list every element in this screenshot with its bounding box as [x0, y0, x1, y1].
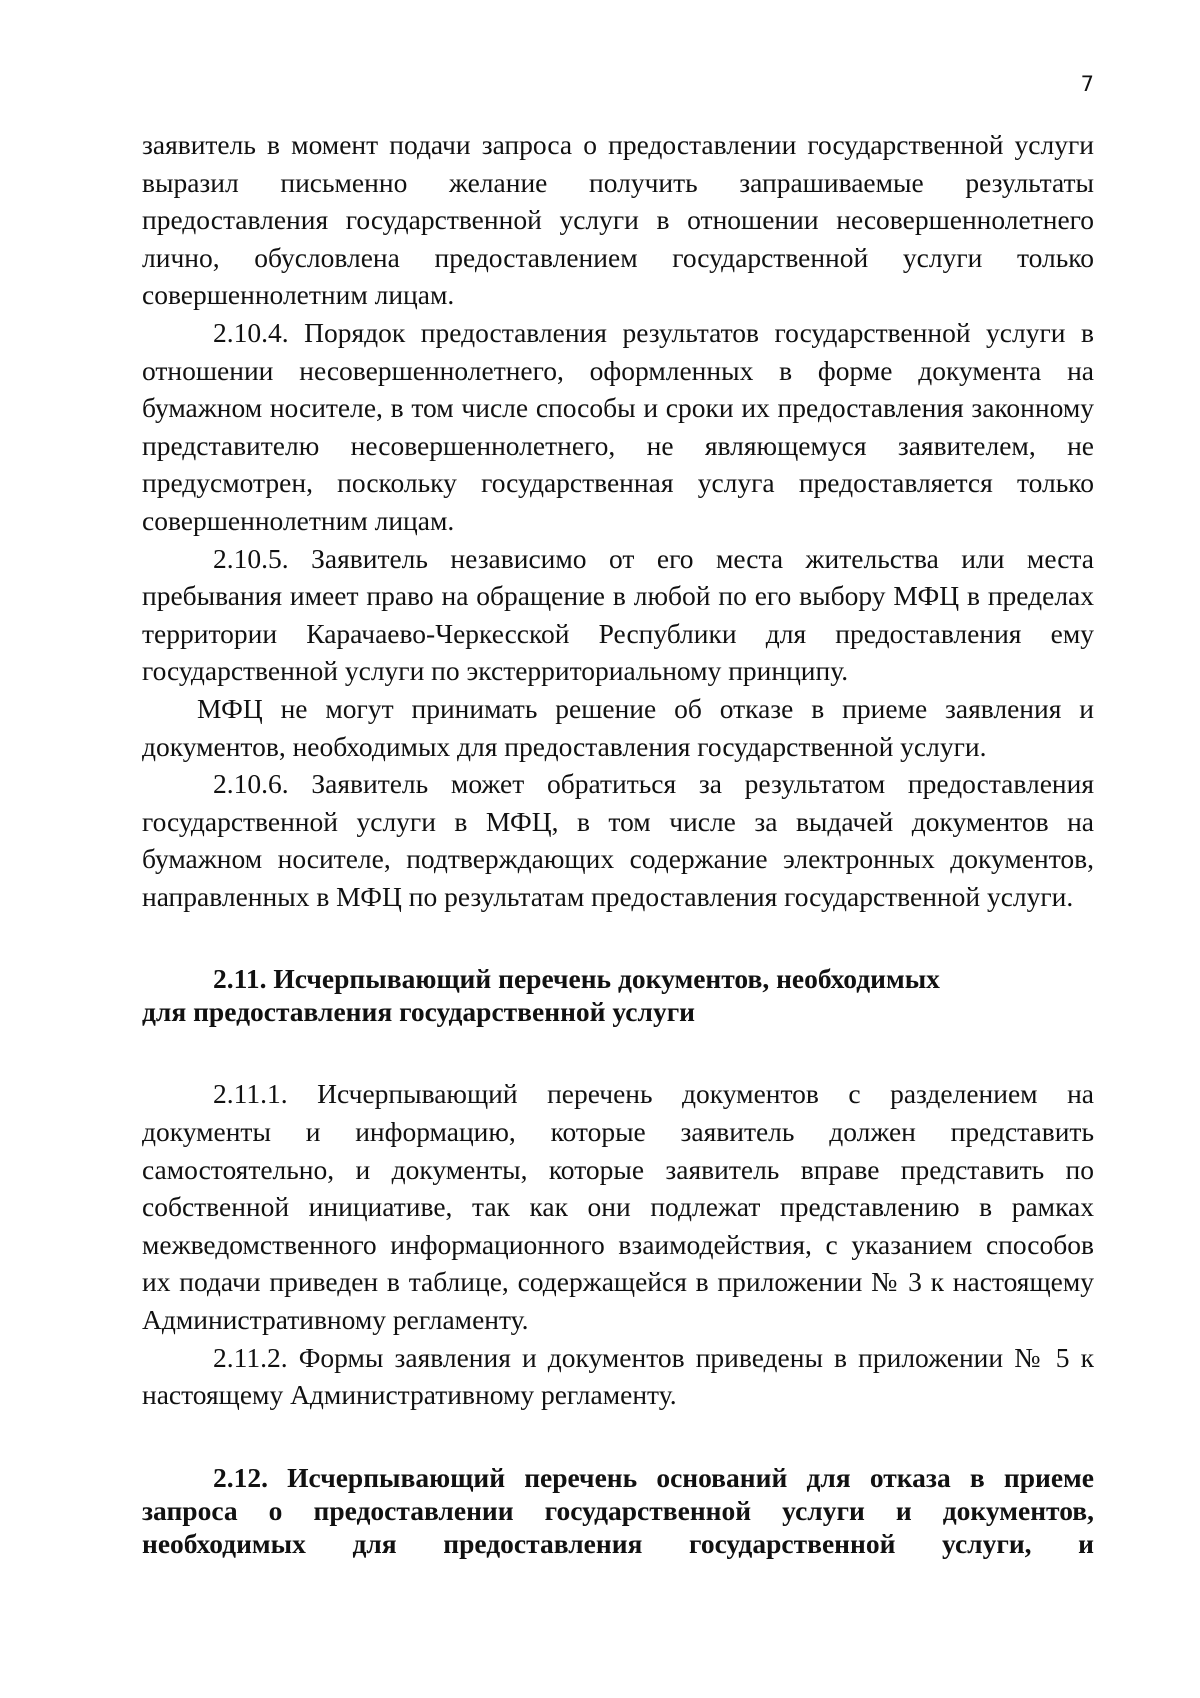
- paragraph-mfc: МФЦ не могут принимать решение об отказе в приеме заявления и документов, необходимых для предоставления государственной услуги.: [142, 692, 1094, 762]
- paragraph-2-10-4: 2.10.4. Порядок предоставления результатов государственной услуги в отношении несовершеннолетнего, оформленных в форме документа на бумажном носителе, в том числе способы и сроки их предоставления законному представителю несовершеннолетнего, не являющемуся заявителем, не предусмотрен, поскольку государственная услуга предоставляется только совершеннолетним лицам.: [142, 316, 1094, 536]
- paragraph-2-11-2: 2.11.2. Формы заявления и документов приведены в приложении № 5 к настоящему Административному регламенту.: [142, 1341, 1094, 1411]
- section-heading-2-12: [142, 1461, 1094, 1560]
- paragraph-continuation: заявитель в момент подачи запроса о предоставлении государственной услуги выразил письменно желание получить запрашиваемые результаты предоставления государственной услуги в отношении несовершеннолетнего лично, обусловлена предоставлением государственной услуги только совершеннолетним лицам.: [142, 129, 1094, 311]
- section-heading-2-12-line3: необходимых для предоставления государственной услуги, и: [142, 1527, 1094, 1559]
- document-body: [142, 126, 1094, 1560]
- page-number: 7: [1080, 72, 1094, 96]
- section-heading-2-11-line1: 2.11. Исчерпывающий перечень документов, необходимых: [213, 963, 940, 995]
- section-heading-2-11-line2: для предоставления государственной услуги: [142, 996, 696, 1028]
- section-heading-2-12-line2: запроса о предоставлении государственной услуги и документов,: [142, 1494, 1094, 1526]
- paragraph-2-11-1: 2.11.1. Исчерпывающий перечень документов с разделением на документы и информацию, которые заявитель должен представить самостоятельно, и документы, которые заявитель вправе представить по собственной инициативе, так как они подлежат представлению в рамках межведомственного информационного взаимодействия, с указанием способов их подачи приведен в таблице, содержащейся в приложении № 3 к настоящему Административному регламенту.: [142, 1078, 1094, 1336]
- paragraph-2-10-6: 2.10.6. Заявитель может обратиться за результатом предоставления государственной услуги в МФЦ, в том числе за выдачей документов на бумажном носителе, подтверждающих содержание электронных документов, направленных в МФЦ по результатам предоставления государственной услуги.: [142, 768, 1094, 912]
- paragraph-2-10-5: 2.10.5. Заявитель независимо от его места жительства или места пребывания имеет право на обращение в любой по его выбору МФЦ в пределах территории Карачаево-Черкесской Республики для предоставления ему государственной услуги по экстерриториальному принципу.: [142, 542, 1094, 687]
- section-heading-2-11: [142, 962, 1094, 1028]
- section-heading-2-12-line1: 2.12. Исчерпывающий перечень оснований для отказа в приеме: [213, 1461, 1094, 1493]
